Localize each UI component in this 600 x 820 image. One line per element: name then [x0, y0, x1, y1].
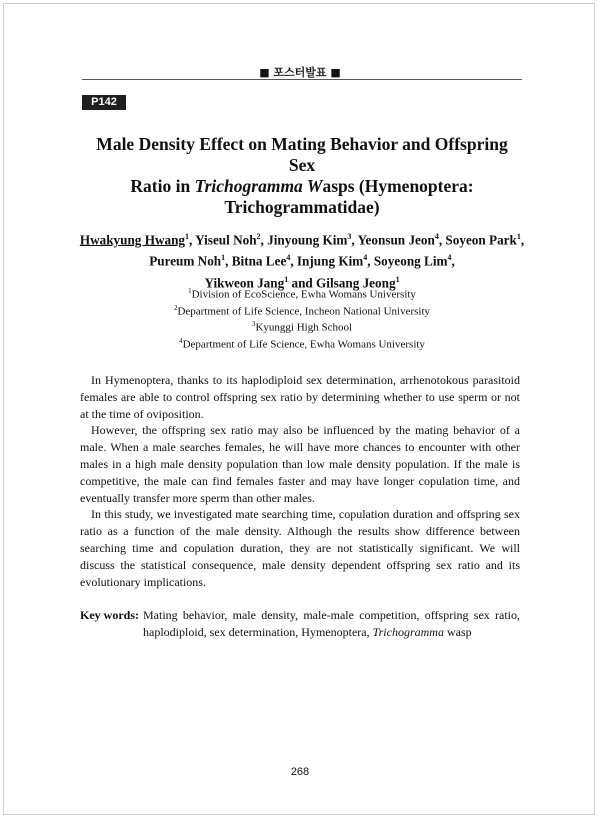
affiliation-sup: 4: [179, 336, 183, 345]
author-conjunction: and: [291, 275, 313, 291]
author: Pureum Noh: [149, 253, 222, 269]
title-line-3: Trichogrammatidae): [224, 197, 380, 217]
author: Jinyoung Kim: [267, 232, 348, 248]
abstract-paragraph: In this study, we investigated mate searching time, copulation duration and offspring sex ratio as a function of the male density. Although the results show difference between searching time and copulation duration, they are not statistically significant. We will discuss the statistical consequence, male density dependent offspring sex ratio and its evolutionary implications.: [80, 507, 520, 589]
author-sup: 1: [185, 232, 189, 241]
keywords-text-pre: Mating behavior, male density, male-male competition, offspring sex ratio, haplodiploid, sex determination, Hymenoptera,: [143, 608, 520, 639]
abstract-body: [80, 372, 520, 590]
affiliation: [82, 335, 522, 352]
affiliation: [82, 318, 522, 335]
author: Yeonsun Jeon: [357, 232, 435, 248]
abstract-paragraph: However, the offspring sex ratio may also be influenced by the mating behavior of a male. When a male searches females, he will have more chances to encounter with other males in a high male density population than low male density population. If the male is competitive, the male can find females faster and may have longer copulation time, and eventually transfer more sperm than other males.: [80, 423, 520, 505]
author: Yiseul Noh: [195, 232, 257, 248]
keywords-label: Key words:: [80, 608, 139, 622]
affiliation-text: Department of Life Science, Ewha Womans University: [182, 338, 425, 351]
keywords-genus: Trichogramma: [372, 625, 444, 639]
affiliation: [82, 285, 522, 302]
author: Yikweon Jang: [204, 275, 285, 291]
title-line-2-pre: Ratio in: [130, 176, 195, 196]
author-sup: 1: [221, 253, 226, 263]
author-line-2: Pureum Noh$^1$, Bitna Lee$^4$, Injung Kim$^4$, Soyeong Lim$^4$,: [149, 253, 455, 269]
keywords-block: [80, 607, 520, 641]
author: Injung Kim: [296, 253, 364, 269]
title-line-2-post: asps (Hymenoptera:: [322, 176, 474, 196]
affiliation-list: [82, 285, 522, 352]
paper-title: [82, 134, 522, 218]
title-line-2: [82, 176, 522, 197]
affiliation-text: Division of EcoScience, Ewha Womans University: [191, 288, 416, 301]
author-line-1: Hwakyung Hwang$^1$, Yiseul Noh$^2$, Jinyoung Kim$^3$, Yeonsun Jeon$^4$, Soyeon Park$^1$,: [79, 232, 525, 248]
author-list: [70, 228, 534, 292]
author: Bitna Lee: [231, 253, 287, 269]
author-sup: 4: [447, 253, 452, 263]
affiliation: [82, 302, 522, 319]
author: Soyeon Park: [445, 232, 517, 248]
header-rule: [82, 79, 522, 80]
author-sup: 2: [256, 232, 261, 241]
page-number: 268: [290, 766, 310, 778]
author-presenter: Hwakyung Hwang: [79, 232, 185, 248]
abstract-paragraph: In Hymenoptera, thanks to its haplodiploid sex determination, arrhenotokous parasitoid females are able to control offspring sex ratio by determining whether to use sperm or not at the time of oviposition.: [80, 373, 520, 421]
affiliation-text: Department of Life Science, Incheon National University: [177, 305, 431, 318]
author-sup: 4: [286, 253, 291, 263]
affiliation-sup: 2: [173, 303, 178, 312]
author-sup: 3: [347, 232, 352, 241]
author-sup: 1: [395, 274, 400, 284]
title-genus: Trichogramma W: [194, 176, 323, 196]
affiliation-sup: 1: [188, 287, 192, 295]
poster-id-badge: P142: [82, 95, 126, 110]
keywords-text-post: wasp: [443, 625, 472, 639]
author: Soyeong Lim: [373, 253, 448, 269]
author-sup: 1: [516, 232, 521, 241]
author-sup: 4: [363, 253, 368, 263]
author-sup: 1: [284, 274, 289, 284]
keywords-text: [143, 607, 520, 641]
title-line-1: Male Density Effect on Mating Behavior and Offspring Sex: [96, 134, 508, 175]
affiliation-text: Kyunggi High School: [255, 321, 353, 334]
author-sup: 4: [434, 232, 439, 241]
affiliation-sup: 3: [251, 320, 256, 329]
section-header: ■ 포스터발표 ■: [259, 66, 341, 79]
author: Gilsang Jeong: [316, 275, 396, 291]
